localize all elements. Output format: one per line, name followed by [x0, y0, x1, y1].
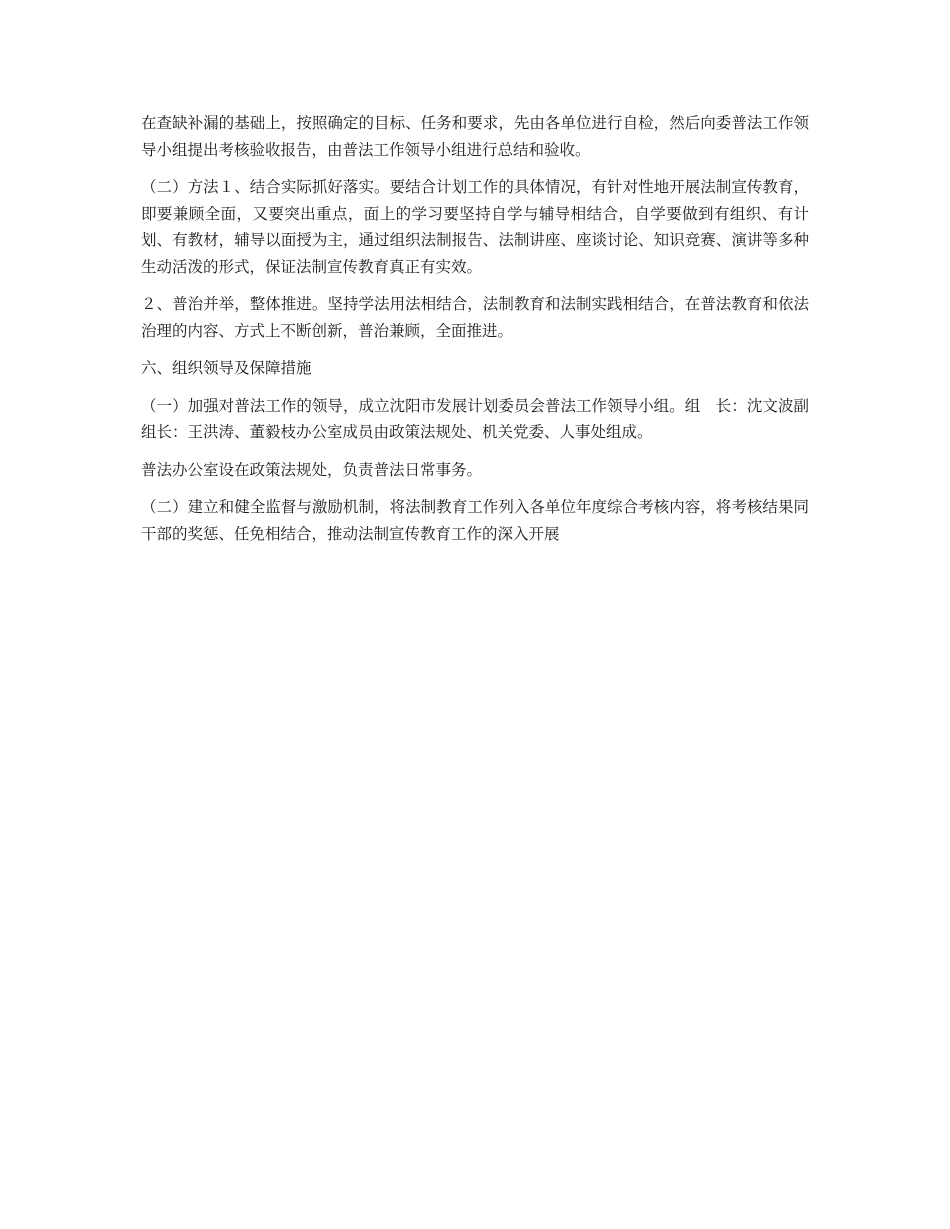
- paragraph-methods-implementation: （二）方法１、结合实际抓好落实。要结合计划工作的具体情况，有针对性地开展法制宣传教育，即要兼顾全面，又要突出重点，面上的学习要坚持自学与辅导相结合，自学要做到有组织、有计划、有教材，辅导以面授为主，通过组织法制报告、法制讲座、座谈讨论、知识竞赛、演讲等多种生动活泼的形式，保证法制宣传教育真正有实效。: [141, 178, 809, 276]
- paragraph-leadership-group: （一）加强对普法工作的领导，成立沈阳市发展计划委员会普法工作领导小组。组 长：沈文波副组长：王洪涛、董毅枝办公室成员由政策法规处、机关党委、人事处组成。: [141, 396, 809, 441]
- paragraph-combined-advancement: ２、普治并举，整体推进。坚持学法用法相结合，法制教育和法制实践相结合，在普法教育和依法治理的内容、方式上不断创新，普治兼顾，全面推进。: [141, 295, 809, 340]
- paragraph-inspection-acceptance: 在查缺补漏的基础上，按照确定的目标、任务和要求，先由各单位进行自检，然后向委普法工作领导小组提出考核验收报告，由普法工作领导小组进行总结和验收。: [141, 114, 809, 159]
- section-heading-organization: 六、组织领导及保障措施: [141, 359, 312, 377]
- document-body: [141, 110, 809, 558]
- paragraph-supervision-incentive: （二）建立和健全监督与激励机制，将法制教育工作列入各单位年度综合考核内容，将考核结果同干部的奖惩、任免相结合，推动法制宣传教育工作的深入开展: [141, 498, 809, 543]
- paragraph-office-location: 普法办公室设在政策法规处，负责普法日常事务。: [141, 460, 483, 479]
